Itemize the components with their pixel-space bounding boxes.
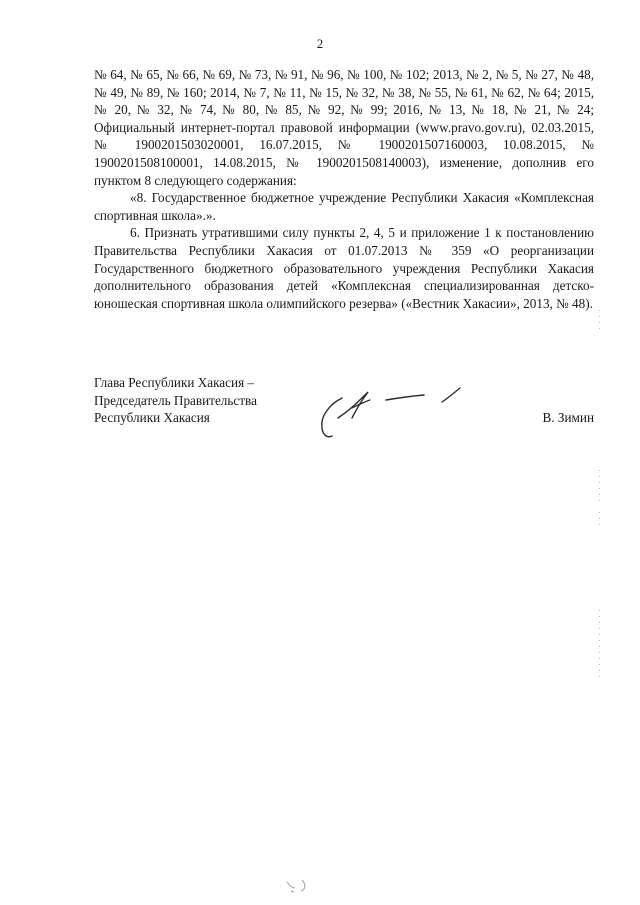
handwritten-signature [312, 378, 472, 450]
paragraph-continuation: № 64, № 65, № 66, № 69, № 73, № 91, № 96, № 100, № 102; 2013, № 2, № 5, № 27, № 48, № 49, № 89, № 160; 2014, № 7, № 11, № 15, № 32, № 38, № 55, № 61, № 62, № 64; 2015, № 20, № 32, № 74, № 80, № 85, № 92, № 99; 2016, № 13, № 18, № 21, № 24; Официальный интернет-портал правовой информации (www.pravo.gov.ru), 02.03.2015, № 1900201503020001, 16.07.2015, № 1900201507160003, 10.08.2015, № 1900201508100001, 14.08.2015, № 1900201508140003), изменение, дополнив его пунктом 8 следующего содержания: [94, 67, 594, 188]
quoted-item-8: «8. Государственное бюджетное учреждение Республики Хакасия «Комплексная спортивная школа».». [94, 190, 594, 223]
item-6: 6. Признать утратившими силу пункты 2, 4, 5 и приложение 1 к постановлению Правительства Республики Хакасия от 01.07.2013 № 359 «О реорганизации Государственного бюджетного образовательного учреждения Республики Хакасия дополнительного образования детей «Комплексная специализированная детско-юношеская спортивная школа олимпийского резерва» («Вестник Хакасии», 2013, № 48). [94, 225, 594, 311]
page-number: 2 [316, 36, 324, 51]
signatory-title [94, 374, 257, 427]
margin-scan-marks [598, 300, 602, 820]
signatory-title-line-1: Глава Республики Хакасия – [94, 375, 255, 390]
bottom-scan-mark [282, 876, 312, 896]
signatory-title-line-2: Председатель Правительства [94, 392, 257, 408]
signatory-name: В. Зимин [542, 410, 594, 425]
signatory-title-line-3: Республики Хакасия [94, 410, 210, 426]
document-body [94, 66, 594, 312]
